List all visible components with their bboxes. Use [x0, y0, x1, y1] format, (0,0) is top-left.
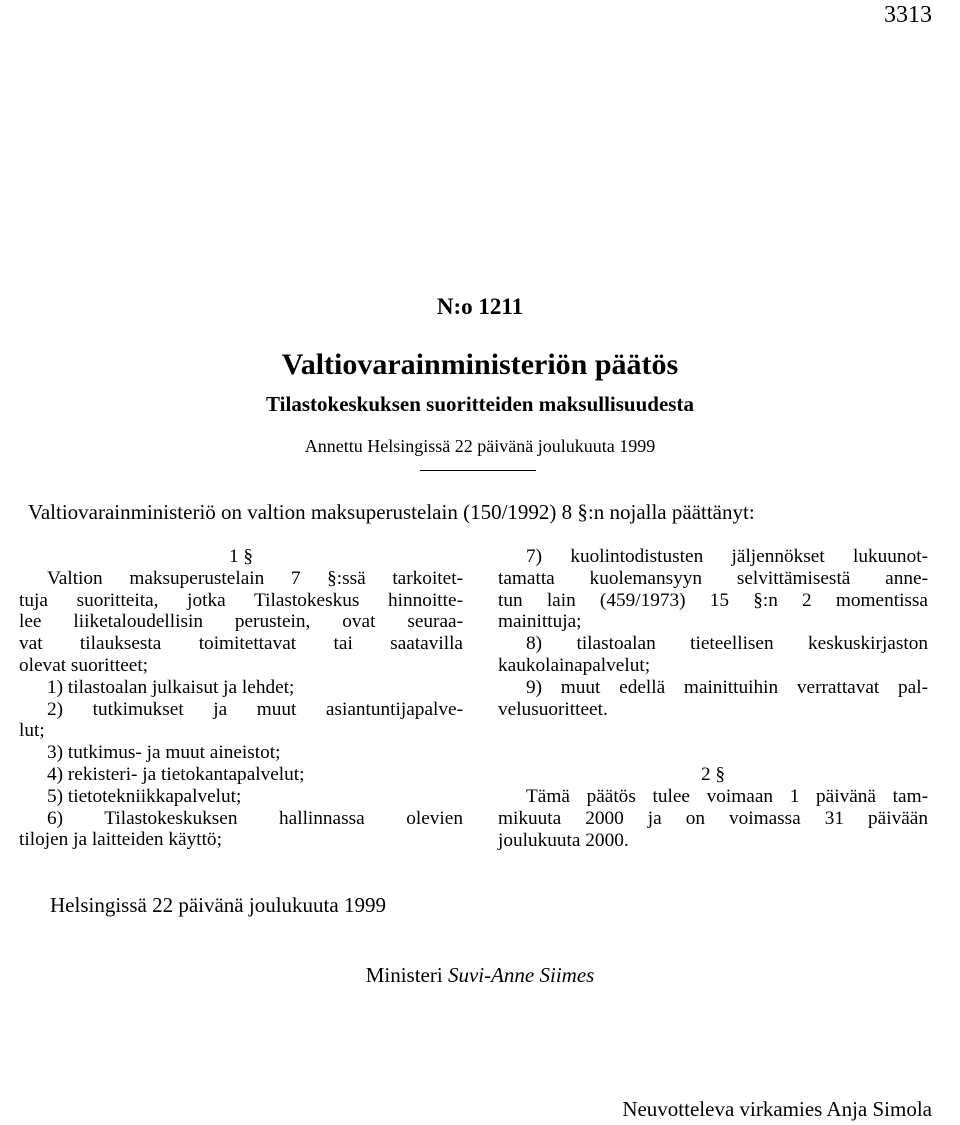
body-line: lee liiketaloudellisin perustein, ovat seuraa-	[19, 611, 463, 633]
body-line: kaukolainapalvelut;	[498, 654, 651, 676]
list-item: 3) tutkimus- ja muut aineistot;	[47, 742, 281, 764]
left-column	[19, 546, 463, 851]
right-column	[498, 546, 928, 852]
list-item: 4) rekisteri- ja tietokantapalvelut;	[47, 763, 305, 785]
minister-title: Ministeri	[365, 963, 443, 987]
body-line: lut;	[19, 720, 45, 742]
document-number: N:o 1211	[436, 294, 524, 319]
list-item: 8) tilastoalan tieteellisen keskuskirjaston	[526, 633, 928, 655]
body-line: Valtion maksuperustelain 7 §:ssä tarkoitet-	[47, 567, 463, 589]
body-line: tun lain (459/1973) 15 §:n 2 momentissa	[498, 589, 928, 611]
minister-signature	[0, 963, 960, 988]
preamble: Valtiovarainministeriö on valtion maksuperustelain (150/1992) 8 §:n nojalla päättänyt:	[28, 500, 755, 524]
issued-date: Annettu Helsingissä 22 päivänä joulukuuta 1999	[304, 436, 656, 456]
body-line: velusuoritteet.	[498, 698, 608, 720]
body-line: vat tilauksesta toimitettavat tai saatavilla	[19, 633, 463, 655]
body-line: olevat suoritteet;	[19, 654, 149, 676]
list-item: 9) muut edellä mainittuihin verrattavat pal-	[526, 676, 928, 698]
body-line: Tämä päätös tulee voimaan 1 päivänä tam-	[526, 786, 928, 808]
body-line: tilojen ja laitteiden käyttö;	[19, 829, 222, 851]
section-2-heading: 2 §	[700, 764, 726, 786]
page-number: 3313	[884, 2, 932, 28]
body-line: mainittuja;	[498, 611, 582, 633]
list-item: 2) tutkimukset ja muut asiantuntijapalve-	[47, 698, 463, 720]
list-item: 7) kuolintodistusten jäljennökset lukuunot-	[526, 546, 928, 567]
body-line: mikuuta 2000 ja on voimassa 31 päivään	[498, 807, 928, 829]
body-line: tuja suoritteita, jotka Tilastokeskus hinnoitte-	[19, 589, 463, 611]
list-item: 6) Tilastokeskuksen hallinnassa olevien	[47, 807, 463, 829]
section-1-heading: 1 §	[228, 546, 254, 567]
advisor-signature: Neuvotteleva virkamies Anja Simola	[622, 1097, 932, 1121]
separator-rule	[420, 470, 536, 471]
document-subtitle: Tilastokeskuksen suoritteiden maksullisuudesta	[266, 392, 694, 416]
body-line: joulukuuta 2000.	[498, 829, 629, 851]
place-and-date: Helsingissä 22 päivänä joulukuuta 1999	[50, 893, 386, 917]
document-title: Valtiovarainministeriön päätös	[281, 348, 679, 381]
list-item: 5) tietotekniikkapalvelut;	[47, 785, 242, 807]
body-line: tamatta kuolemansyyn selvittämisestä anne-	[498, 567, 928, 589]
minister-name: Suvi-Anne Siimes	[447, 963, 595, 987]
list-item: 1) tilastoalan julkaisut ja lehdet;	[47, 676, 295, 698]
